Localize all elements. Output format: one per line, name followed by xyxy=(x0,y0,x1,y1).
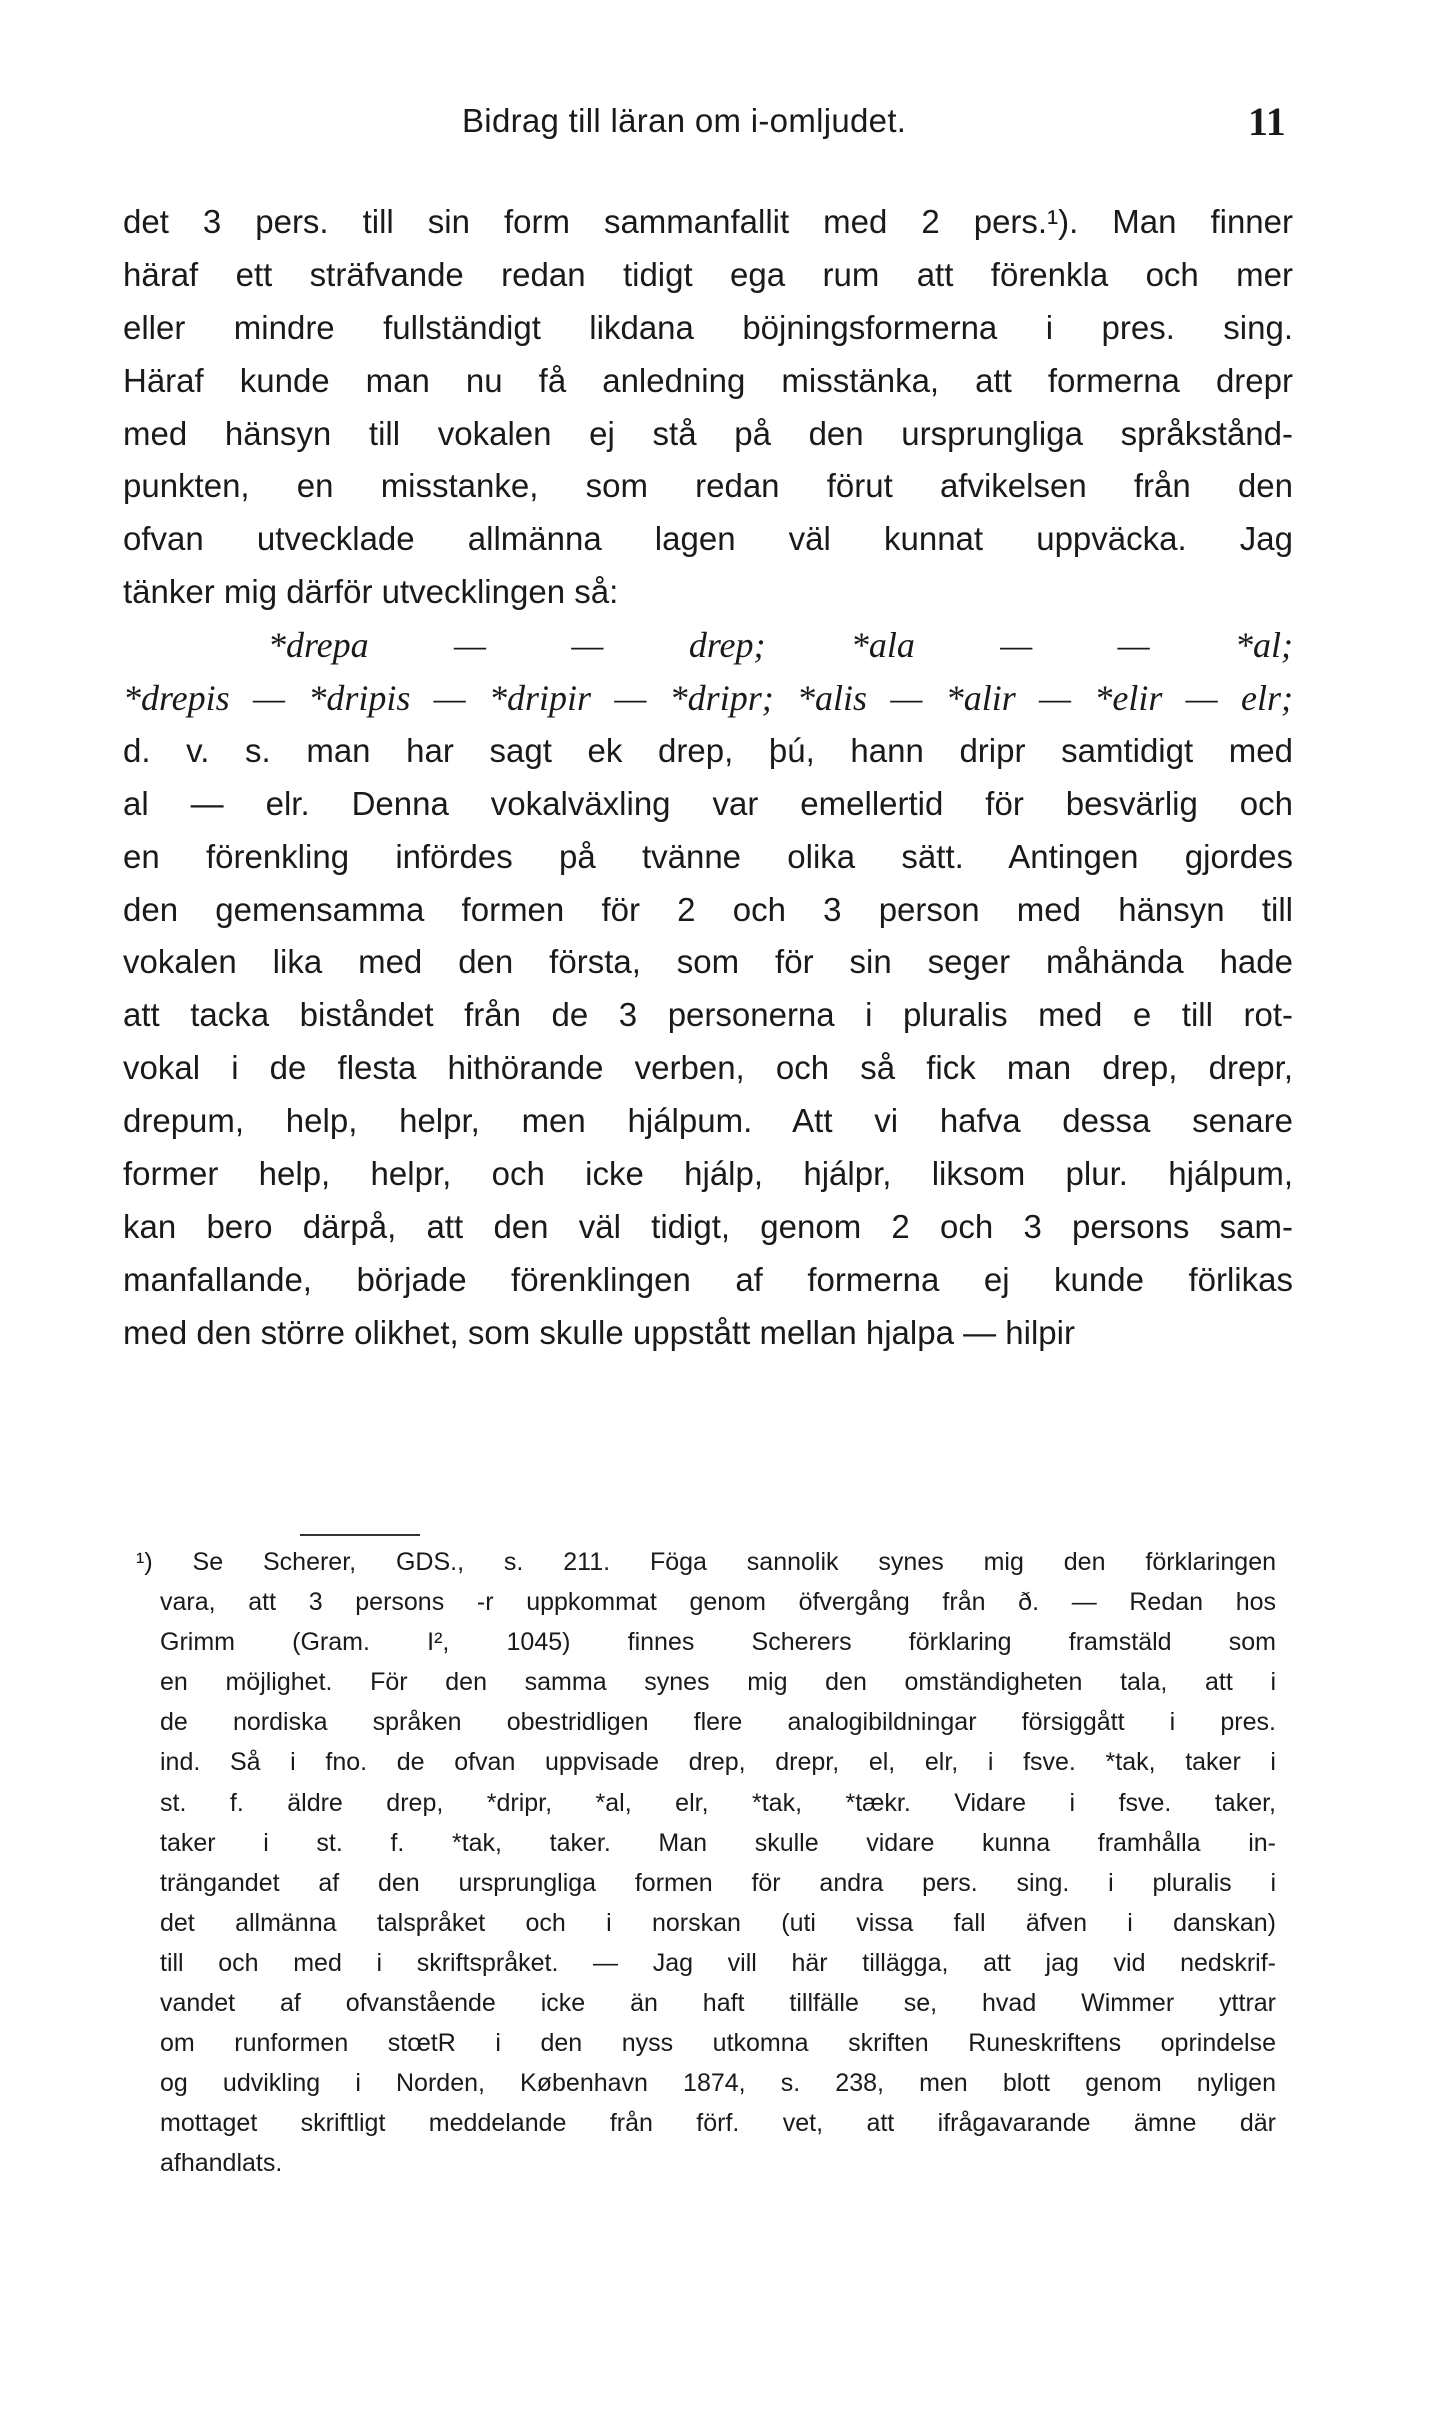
footnote-line: mottaget skriftligt meddelande från förf. vet, att ifrågavarande ämne där xyxy=(160,2109,1276,2138)
text-line: med hänsyn till vokalen ej stå på den ursprungliga språkstånd- xyxy=(123,414,1293,452)
paradigm-line: *drepis — *dripis — *dripir — *dripr; *alis — *alir — *elir — elr; xyxy=(123,678,1293,719)
text-line: former help, helpr, och icke hjálp, hjálpr, liksom plur. hjálpum, xyxy=(123,1155,1293,1193)
footnote-line: om runformen stœtR i den nyss utkomna skriften Runeskriftens oprindelse xyxy=(160,2029,1276,2058)
main-text xyxy=(123,196,1293,1360)
footnote-line: trängandet af den ursprungliga formen för andra pers. sing. i pluralis i xyxy=(160,1868,1276,1897)
text-line: en förenkling infördes på tvänne olika sätt. Antingen gjordes xyxy=(123,837,1293,875)
text-line: tänker mig därför utvecklingen så: xyxy=(123,573,619,611)
footnote-line: st. f. äldre drep, *dripr, *al, elr, *tak, *tækr. Vidare i fsve. taker, xyxy=(160,1788,1276,1817)
footnote-divider xyxy=(300,1534,420,1536)
text-line: med den större olikhet, som skulle uppstått mellan hjalpa — hilpir xyxy=(123,1313,1075,1351)
footnote-line: en möjlighet. För den samma synes mig den omständigheten tala, att i xyxy=(160,1668,1276,1697)
text-line: den gemensamma formen för 2 och 3 person med hänsyn till xyxy=(123,890,1293,928)
paradigm-line: *drepa — — drep; *ala — — *al; xyxy=(268,625,1293,666)
text-line: ofvan utvecklade allmänna lagen väl kunnat uppväcka. Jag xyxy=(123,520,1293,558)
footnote-line: ¹) Se Scherer, GDS., s. 211. Föga sannolik synes mig den förklaringen xyxy=(136,1548,1276,1576)
footnote-line: det allmänna talspråket och i norskan (uti vissa fall äfven i danskan) xyxy=(160,1908,1276,1937)
footnote-line: de nordiska språken obestridligen flere analogibildningar försiggått i pres. xyxy=(160,1708,1276,1737)
text-line: manfallande, började förenklingen af formerna ej kunde förlikas xyxy=(123,1260,1293,1298)
text-line: d. v. s. man har sagt ek drep, þú, hann dripr samtidigt med xyxy=(123,731,1293,769)
footnote-line: taker i st. f. *tak, taker. Man skulle vidare kunna framhålla in- xyxy=(160,1828,1276,1857)
footnote-line: till och med i skriftspråket. — Jag vill här tillägga, att jag vid nedskrif- xyxy=(160,1948,1276,1977)
footnote-line: vara, att 3 persons -r uppkommat genom öfvergång från ð. — Redan hos xyxy=(160,1588,1276,1617)
text-line: Häraf kunde man nu få anledning misstänka, att formerna drepr xyxy=(123,361,1293,399)
page-number: 11 xyxy=(1248,99,1286,144)
footnote-line: Grimm (Gram. I², 1045) finnes Scherers förklaring framstäld som xyxy=(160,1628,1276,1657)
footnote-line: ind. Så i fno. de ofvan uppvisade drep, drepr, el, elr, i fsve. *tak, taker i xyxy=(160,1748,1276,1777)
text-line: vokalen lika med den första, som för sin seger måhända hade xyxy=(123,943,1293,981)
text-line: vokal i de flesta hithörande verben, och så fick man drep, drepr, xyxy=(123,1049,1293,1087)
footnotes xyxy=(136,1542,1276,2184)
footnote-line: afhandlats. xyxy=(160,2149,283,2178)
text-line: det 3 pers. till sin form sammanfallit med 2 pers.¹). Man finner xyxy=(123,203,1293,240)
footnote-line: vandet af ofvanstående icke än haft tillfälle se, hvad Wimmer yttrar xyxy=(160,1989,1276,2018)
text-line: att tacka biståndet från de 3 personerna i pluralis med e till rot- xyxy=(123,996,1293,1034)
text-line: häraf ett sträfvande redan tidigt ega rum att förenkla och mer xyxy=(123,255,1293,293)
text-line: kan bero därpå, att den väl tidigt, genom 2 och 3 persons sam- xyxy=(123,1207,1293,1245)
footnote-line: og udvikling i Norden, København 1874, s. 238, men blott genom nyligen xyxy=(160,2069,1276,2098)
text-line: eller mindre fullständigt likdana böjningsformerna i pres. sing. xyxy=(123,308,1293,346)
running-title: Bidrag till läran om i-omljudet. xyxy=(462,102,907,139)
page-header xyxy=(0,98,1445,148)
text-line: al — elr. Denna vokalväxling var emellertid för besvärlig och xyxy=(123,784,1293,822)
text-line: punkten, en misstanke, som redan förut afvikelsen från den xyxy=(123,467,1293,505)
text-line: drepum, help, helpr, men hjálpum. Att vi hafva dessa senare xyxy=(123,1102,1293,1140)
